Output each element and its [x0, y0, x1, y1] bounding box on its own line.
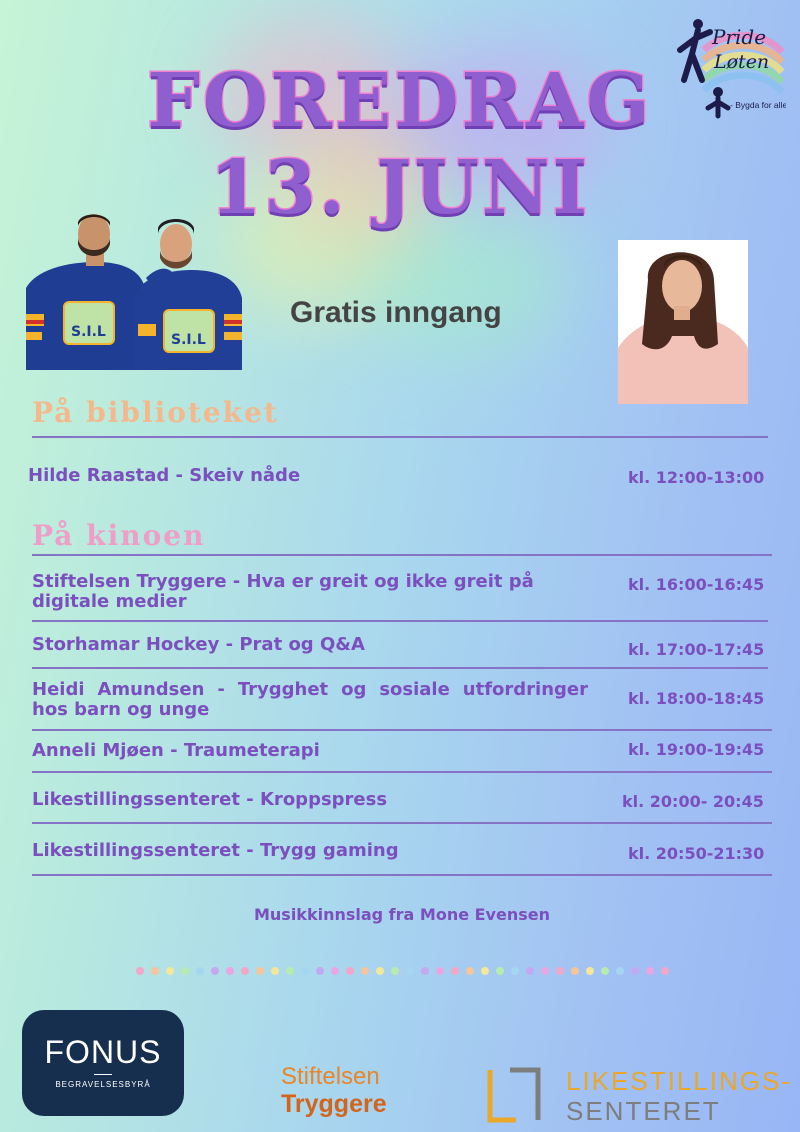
divider-dot	[541, 967, 549, 975]
tryggere-line-2: Tryggere	[281, 1090, 387, 1118]
divider-dot	[136, 967, 144, 975]
divider-dot	[331, 967, 339, 975]
event-title: Stiftelsen Tryggere - Hva er greit og ikke greit på digitale medier	[32, 571, 534, 612]
divider	[32, 436, 768, 438]
divider	[32, 771, 772, 773]
divider-dot	[631, 967, 639, 975]
likestilling-line-2: SENTERET	[566, 1096, 721, 1126]
pride-logo-word-1: Pride	[712, 25, 767, 49]
divider-dot	[286, 967, 294, 975]
event-title: Heidi Amundsen - Trygghet og sosiale utfordringer hos barn og unge	[32, 679, 588, 720]
divider-dot	[376, 967, 384, 975]
event-time: kl. 18:00-18:45	[628, 689, 765, 708]
dot-divider	[136, 967, 668, 977]
pride-logo-tagline: - Bygda for alle	[730, 100, 786, 110]
divider-dot	[226, 967, 234, 975]
divider-dot	[301, 967, 309, 975]
cinema-heading: På kinoen	[32, 519, 206, 552]
event-title: Likestillingssenteret - Kroppspress	[32, 789, 388, 810]
event-time: kl. 12:00-13:00	[628, 468, 765, 487]
divider-dot	[421, 967, 429, 975]
divider-dot	[316, 967, 324, 975]
divider-dot	[466, 967, 474, 975]
event-title: Hilde Raastad - Skeiv nåde	[28, 465, 301, 486]
tryggere-logo	[281, 1064, 387, 1118]
divider-dot	[526, 967, 534, 975]
divider-dot	[151, 967, 159, 975]
library-heading: På biblioteket	[32, 396, 279, 429]
divider-dot	[496, 967, 504, 975]
divider-dot	[346, 967, 354, 975]
divider	[32, 874, 772, 876]
likestilling-bracket-icon	[486, 1066, 546, 1126]
divider-dot	[271, 967, 279, 975]
fonus-subtitle: BEGRAVELSESBYRÅ	[55, 1080, 151, 1089]
event-time: kl. 20:50-21:30	[628, 844, 765, 863]
divider-dot	[391, 967, 399, 975]
hockey-players-photo	[26, 214, 242, 370]
fonus-name: FONUS	[44, 1034, 162, 1070]
divider	[32, 729, 772, 731]
divider-dot	[211, 967, 219, 975]
divider-dot	[481, 967, 489, 975]
divider	[32, 822, 772, 824]
divider-dot	[256, 967, 264, 975]
event-title: Likestillingssenteret - Trygg gaming	[32, 840, 399, 861]
divider-dot	[661, 967, 669, 975]
divider	[32, 667, 768, 669]
divider-dot	[241, 967, 249, 975]
divider	[32, 620, 768, 622]
event-title: Anneli Mjøen - Traumeterapi	[32, 740, 320, 761]
divider-dot	[646, 967, 654, 975]
jersey-text-left: S.I.L	[71, 324, 106, 340]
title-line-2: 13. JUNI	[209, 145, 591, 231]
event-time: kl. 17:00-17:45	[628, 640, 765, 659]
divider-dot	[511, 967, 519, 975]
divider-dot	[556, 967, 564, 975]
pride-logo-word-2: Løten	[714, 51, 770, 73]
likestilling-logo	[486, 1066, 792, 1126]
event-time: kl. 16:00-16:45	[628, 575, 765, 594]
jersey-text-right: S.I.L	[171, 332, 206, 348]
fonus-rule	[94, 1074, 112, 1075]
tryggere-line-1: Stiftelsen	[281, 1063, 380, 1090]
event-time: kl. 20:00- 20:45	[622, 792, 764, 811]
divider-dot	[361, 967, 369, 975]
free-admission-label: Gratis inngang	[290, 296, 502, 329]
divider-dot	[181, 967, 189, 975]
divider-dot	[406, 967, 414, 975]
divider-dot	[196, 967, 204, 975]
event-title: Storhamar Hockey - Prat og Q&A	[32, 634, 365, 655]
music-note: Musikkinnslag fra Mone Evensen	[253, 905, 550, 924]
divider-dot	[616, 967, 624, 975]
divider-dot	[586, 967, 594, 975]
divider-dot	[601, 967, 609, 975]
fonus-logo	[22, 1010, 184, 1116]
event-time: kl. 19:00-19:45	[628, 740, 765, 759]
pride-loten-logo	[674, 10, 786, 122]
likestilling-line-1: LIKESTILLINGS-	[566, 1066, 792, 1096]
divider	[32, 554, 772, 556]
title-line-1: FOREDRAG	[147, 58, 653, 144]
divider-dot	[166, 967, 174, 975]
divider-dot	[436, 967, 444, 975]
divider-dot	[451, 967, 459, 975]
divider-dot	[571, 967, 579, 975]
speaker-portrait	[618, 240, 748, 404]
